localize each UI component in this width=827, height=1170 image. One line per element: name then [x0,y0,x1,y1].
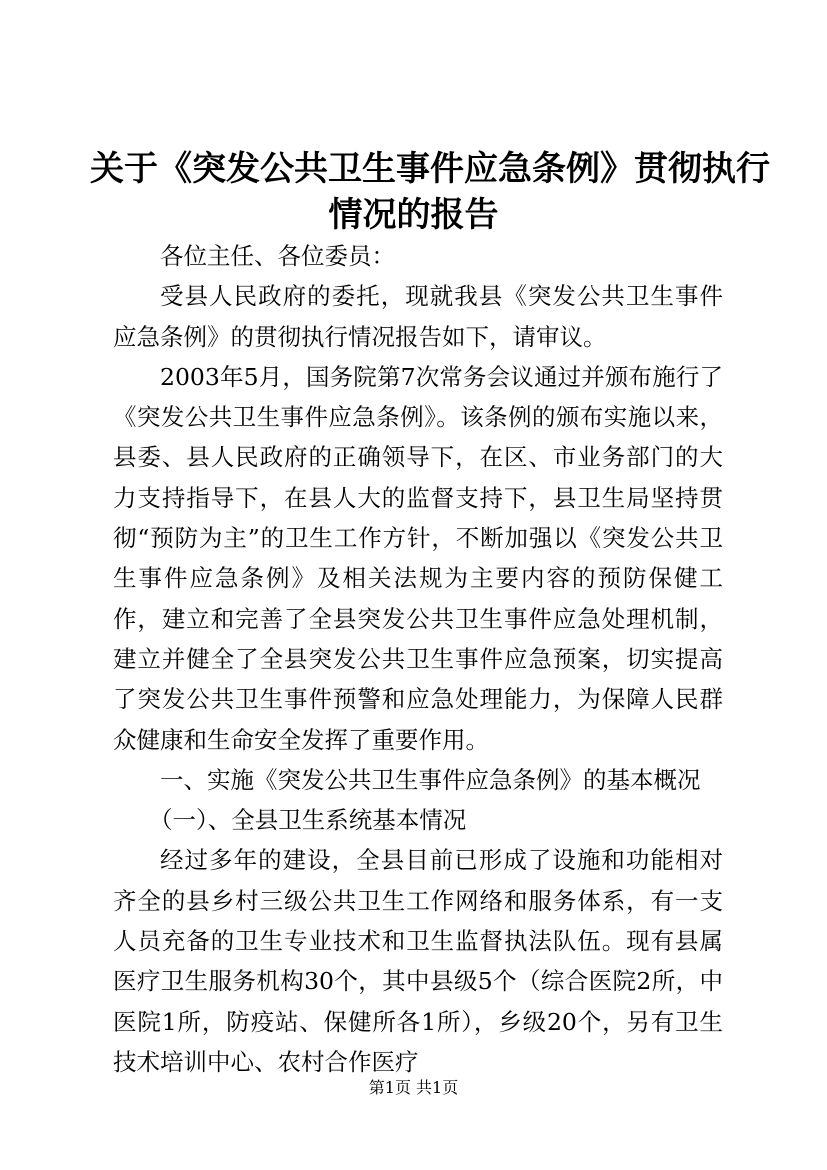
paragraph-background: 2003年5月，国务院第7次常务会议通过并颁布施行了《突发公共卫生事件应急条例》。该条例的颁布实施以来，县委、县人民政府的正确领导下，在区、市业务部门的大力支持指导下，在县人大的监督支持下，县卫生局坚持贯彻“预防为主”的卫生工作方针，不断加强以《突发公共卫生事件应急条例》及相关法规为主要内容的预防保健工作，建立和完善了全县突发公共卫生事件应急处理机制，建立并健全了全县突发公共卫生事件应急预案，切实提高了突发公共卫生事件预警和应急处理能力，为保障人民群众健康和生命安全发挥了重要作用。 [113,362,723,754]
salutation: 各位主任、各位委员： [160,242,395,270]
document-title-line-2: 情况的报告 [328,195,499,235]
subsection-heading-1: （一）、全县卫生系统基本情况 [149,806,467,835]
paragraph-intro: 受县人民政府的委托，现就我县《突发公共卫生事件应急条例》的贯彻执行情况报告如下，请审议。 [113,282,723,351]
section-heading-1: 一、实施《突发公共卫生事件应急条例》的基本概况 [160,765,701,794]
document-title-line-1: 关于《突发公共卫生事件应急条例》贯彻执行 [90,149,770,189]
page-footer: 第1页 共1页 [368,1078,459,1097]
document-body [113,236,723,1082]
document-title [90,146,770,238]
paragraph-system-overview: 经过多年的建设，全县目前已形成了设施和功能相对齐全的县乡村三级公共卫生工作网络和服务体系，有一支人员充备的卫生专业技术和卫生监督执法队伍。现有县属医疗卫生服务机构30个，其中县级5个（综合医院2所，中医院1所，防疫站、保健所各1所），乡级20个，另有卫生技术培训中心、农村合作医疗 [113,846,723,1076]
